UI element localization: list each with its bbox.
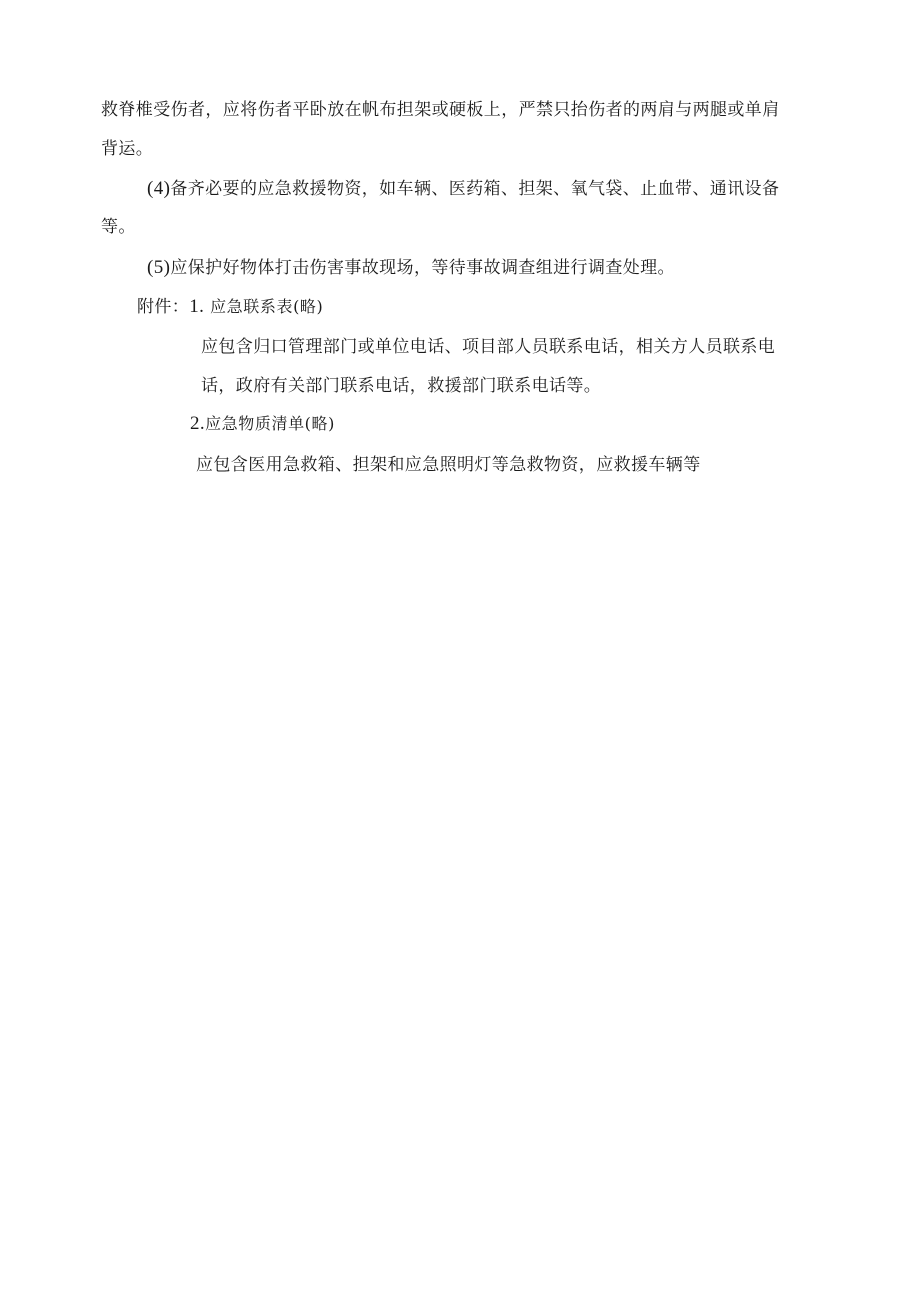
list-item-continuation: 等。: [101, 217, 136, 237]
paragraph-line: 背运。: [101, 139, 154, 159]
attachment-number: 2.: [190, 413, 206, 434]
attachment-description: 应包含医用急救箱、担架和应急照明灯等急救物资，应救援车辆等: [196, 455, 701, 475]
attachment-title: 应急联系表(略): [210, 297, 324, 316]
list-item-5: [147, 256, 675, 280]
attachment-label: 附件：: [137, 297, 190, 317]
attachment-description: 应包含归口管理部门或单位电话、项目部人员联系电话，相关方人员联系电: [201, 337, 776, 357]
list-item-number: (4): [147, 178, 171, 199]
attachment-2-heading: [190, 412, 335, 436]
attachment-title: 应急物质清单(略): [205, 414, 335, 433]
attachment-number: 1.: [189, 296, 205, 317]
attachment-1-heading: [137, 295, 323, 319]
list-item-4: [147, 177, 779, 201]
list-item-text: 应保护好物体打击伤害事故现场，等待事故调查组进行调查处理。: [170, 258, 675, 278]
list-item-number: (5): [147, 257, 171, 278]
list-item-text: 备齐必要的应急救援物资，如车辆、医药箱、担架、氧气袋、止血带、通讯设备: [170, 179, 780, 199]
paragraph-line: 救脊椎受伤者，应将伤者平卧放在帆布担架或硬板上，严禁只抬伤者的两肩与两腿或单肩: [101, 100, 780, 120]
attachment-description: 话，政府有关部门联系电话，救援部门联系电话等。: [201, 376, 602, 396]
